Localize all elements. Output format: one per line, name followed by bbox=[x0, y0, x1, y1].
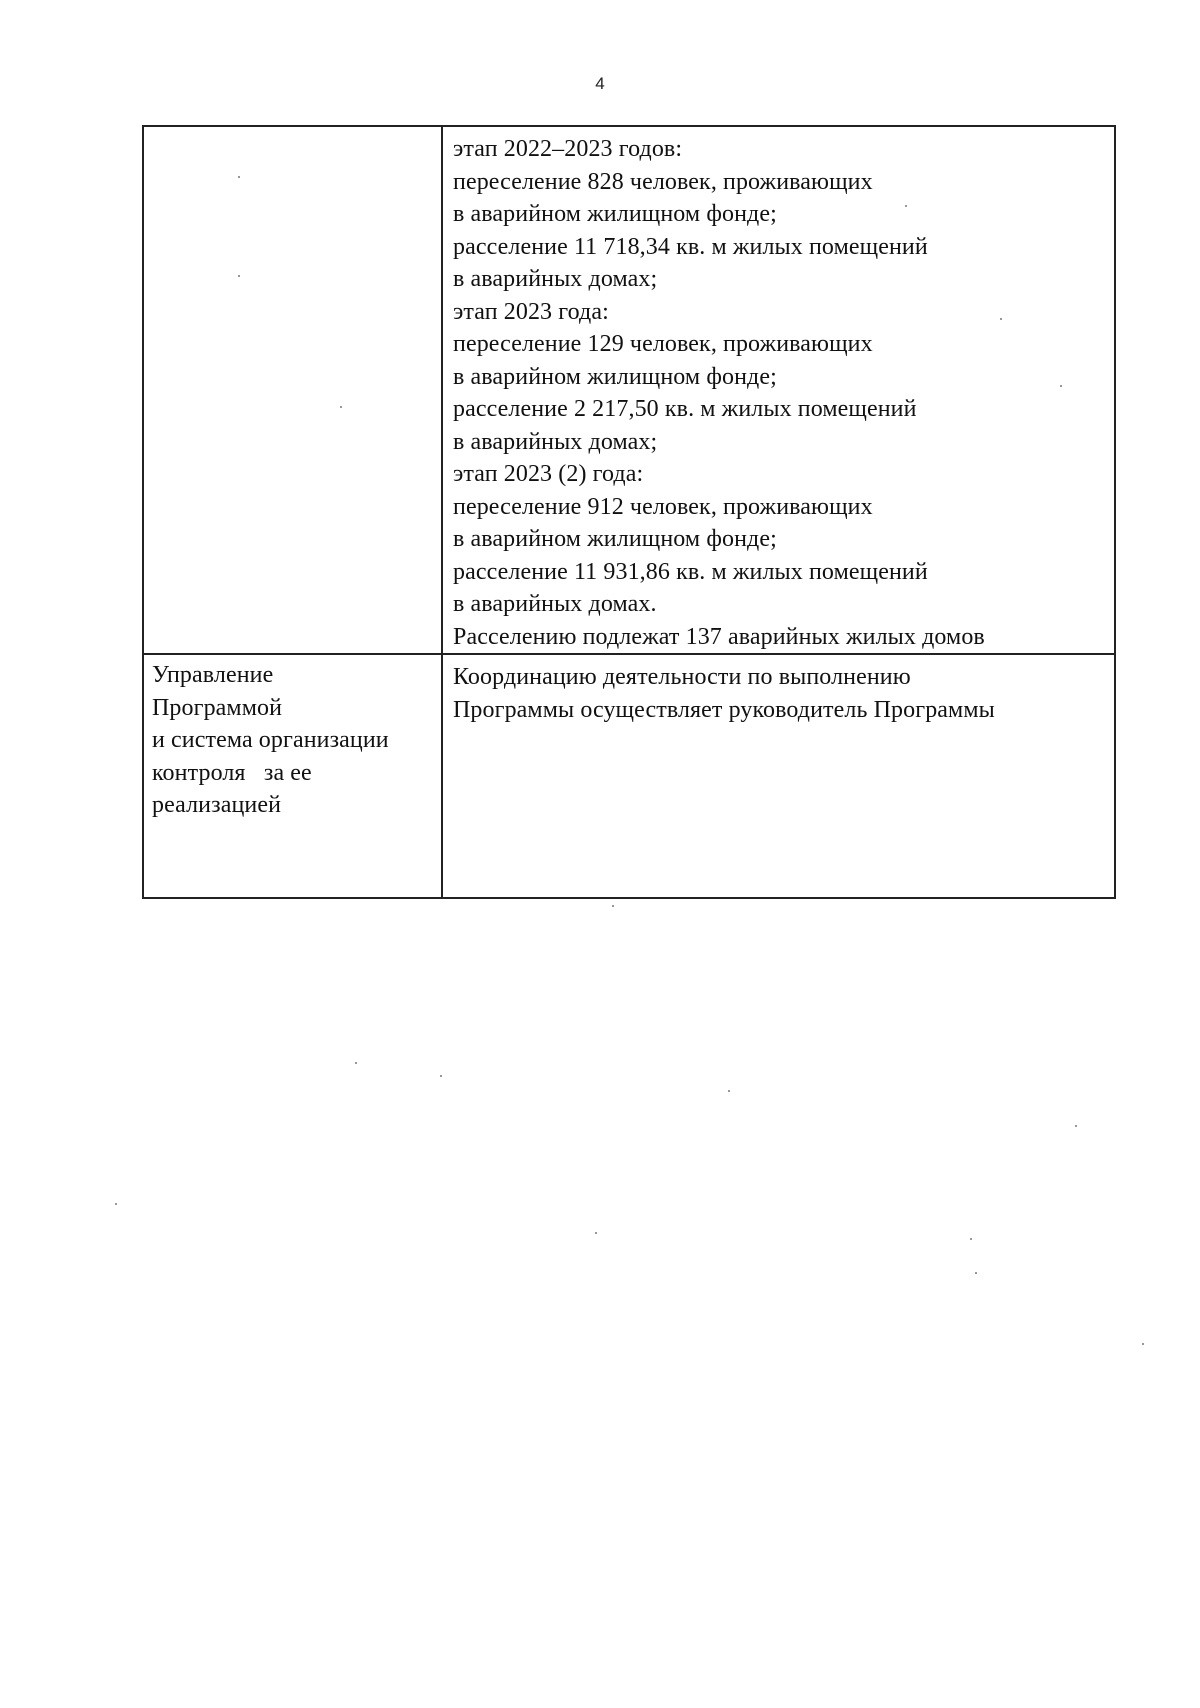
text-line: расселение 11 931,86 кв. м жилых помещений bbox=[453, 558, 928, 585]
text-line: Управление bbox=[152, 662, 274, 688]
table-cell-value bbox=[442, 126, 1115, 654]
program-passport-table bbox=[142, 125, 1116, 899]
table-row bbox=[143, 654, 1115, 898]
text-line: переселение 912 человек, проживающих bbox=[453, 493, 873, 520]
text-line: Программы осуществляет руководитель Программы bbox=[453, 696, 995, 723]
text-line: Расселению подлежат 137 аварийных жилых домов bbox=[453, 623, 985, 650]
text-line: в аварийных домах; bbox=[453, 266, 658, 292]
text-line: Координацию деятельности по выполнению bbox=[453, 664, 911, 690]
text-line: этап 2023 года: bbox=[453, 298, 609, 325]
text-line: расселение 2 217,50 кв. м жилых помещений bbox=[453, 396, 917, 422]
page-number: 4 bbox=[595, 74, 605, 93]
text-line: и система организации bbox=[152, 727, 389, 753]
table-cell-label bbox=[143, 654, 442, 898]
text-line: переселение 129 человек, проживающих bbox=[453, 331, 873, 357]
text-line: переселение 828 человек, проживающих bbox=[453, 168, 873, 195]
text-line: этап 2022–2023 годов: bbox=[453, 136, 683, 162]
text-line: в аварийном жилищном фонде; bbox=[453, 526, 777, 552]
text-line: в аварийных домах. bbox=[453, 591, 657, 617]
table-cell-label bbox=[143, 126, 442, 654]
text-line: в аварийном жилищном фонде; bbox=[453, 363, 777, 390]
table-cell-value bbox=[442, 654, 1115, 898]
text-line: Программой bbox=[152, 694, 283, 721]
text-line: контроля за ее bbox=[152, 759, 312, 786]
table-row bbox=[143, 126, 1115, 654]
text-line: реализацией bbox=[152, 792, 282, 818]
text-line: расселение 11 718,34 кв. м жилых помещений bbox=[453, 233, 928, 260]
text-line: этап 2023 (2) года: bbox=[453, 461, 644, 487]
text-line: в аварийных домах; bbox=[453, 428, 658, 455]
text-line: в аварийном жилищном фонде; bbox=[453, 201, 777, 227]
